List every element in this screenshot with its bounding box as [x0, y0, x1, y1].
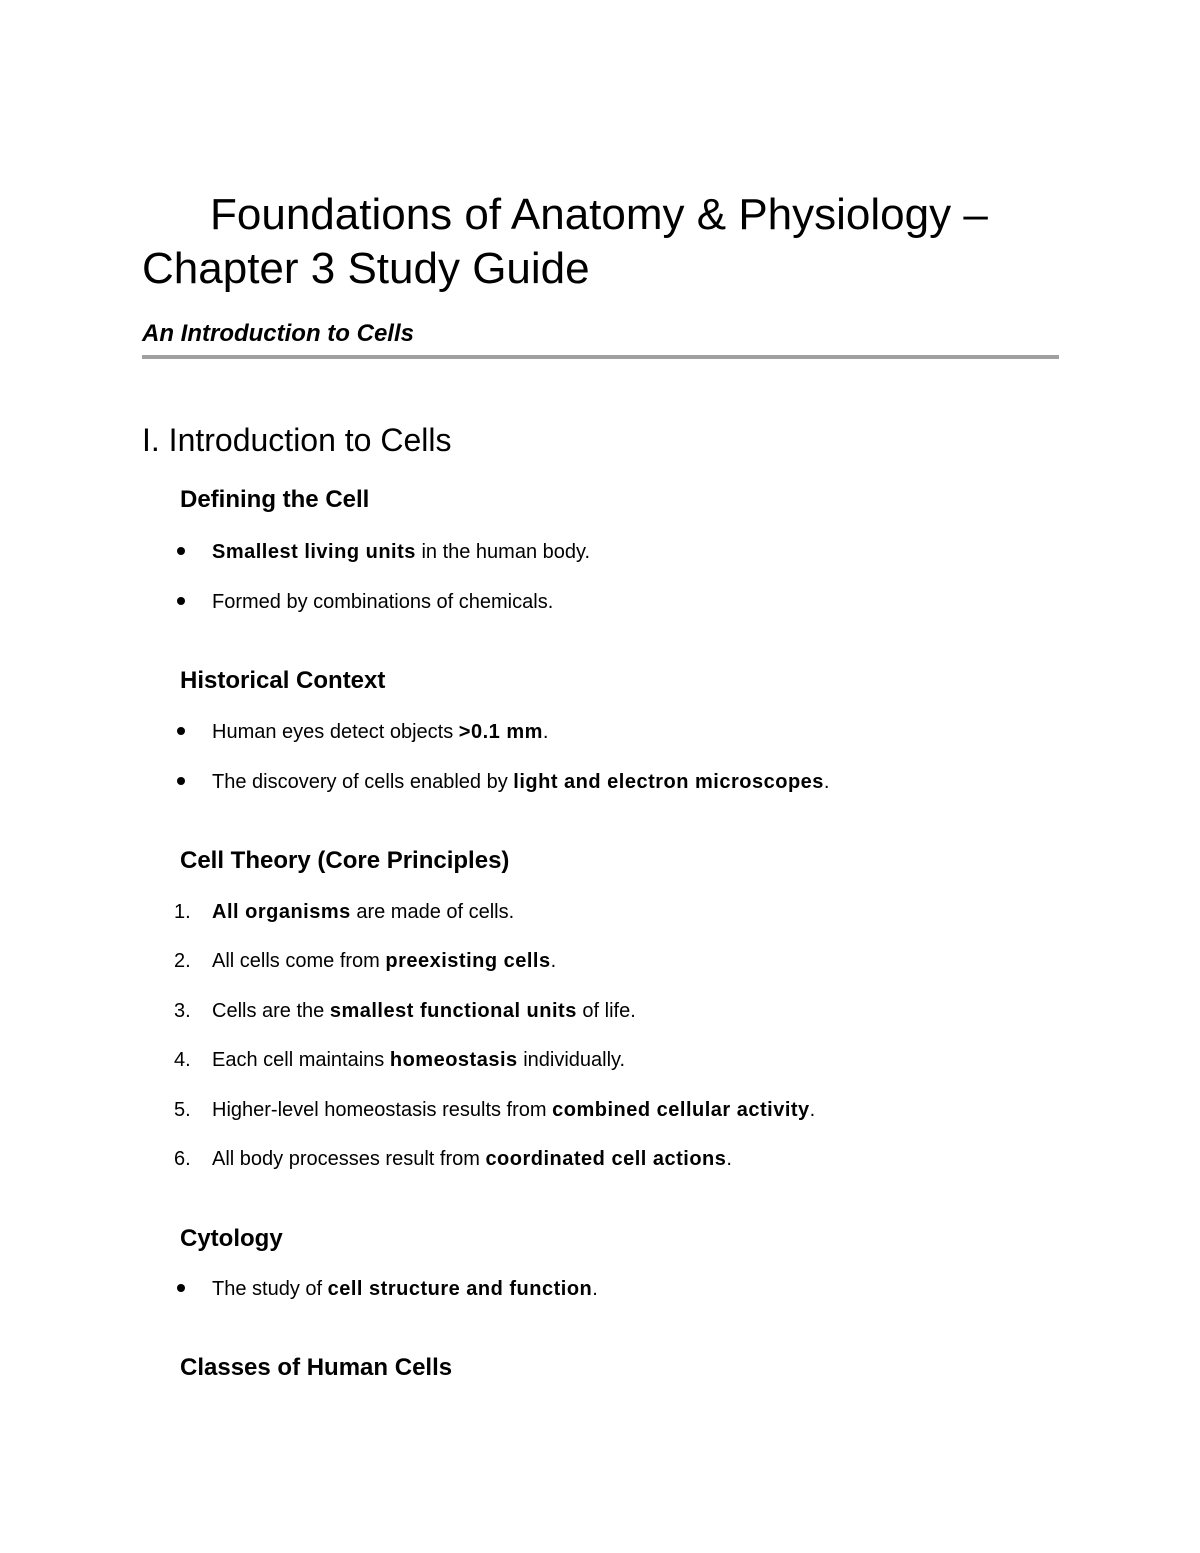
list-number: 5.	[174, 1099, 191, 1121]
subheading-defining-the-cell: Defining the Cell	[180, 486, 370, 513]
numbered-list-item: 3. Cells are the smallest functional units of life.	[174, 1000, 636, 1022]
list-item: The study of cell structure and function.	[174, 1276, 598, 1302]
section-title: I. Introduction to Cells	[142, 422, 452, 458]
numbered-list-item: 5. Higher-level homeostasis results from combined cellular activity.	[174, 1099, 816, 1121]
list-item: The discovery of cells enabled by light and electron microscopes.	[174, 769, 829, 795]
subheading-classes-of-human-cells: Classes of Human Cells	[180, 1354, 453, 1381]
list-number: 3.	[174, 1000, 191, 1022]
list-item: Smallest living units in the human body.	[174, 539, 590, 565]
bullet-icon	[177, 597, 185, 605]
bullet-icon	[177, 727, 185, 735]
bullet-icon	[177, 547, 185, 555]
bullet-icon	[177, 1284, 185, 1292]
numbered-list-item: 6. All body processes result from coordinated cell actions.	[174, 1148, 732, 1170]
list-number: 6.	[174, 1148, 191, 1170]
document-subtitle: An Introduction to Cells	[142, 320, 414, 347]
list-item: Formed by combinations of chemicals.	[174, 589, 553, 615]
list-item: Human eyes detect objects >0.1 mm.	[174, 719, 548, 745]
subheading-cell-theory: Cell Theory (Core Principles)	[180, 847, 510, 874]
numbered-list-item: 4. Each cell maintains homeostasis individually.	[174, 1049, 626, 1071]
document-title: Foundations of Anatomy & Physiology – Chapter 3 Study Guide	[142, 190, 988, 293]
list-number: 2.	[174, 950, 191, 972]
horizontal-rule	[142, 355, 1059, 359]
numbered-list-item: 2. All cells come from preexisting cells.	[174, 950, 557, 972]
numbered-list-item: 1. All organisms are made of cells.	[174, 901, 515, 923]
subheading-cytology: Cytology	[180, 1225, 283, 1252]
list-number: 1.	[174, 901, 191, 923]
list-number: 4.	[174, 1049, 191, 1071]
subheading-historical-context: Historical Context	[180, 667, 386, 694]
bullet-icon	[177, 777, 185, 785]
